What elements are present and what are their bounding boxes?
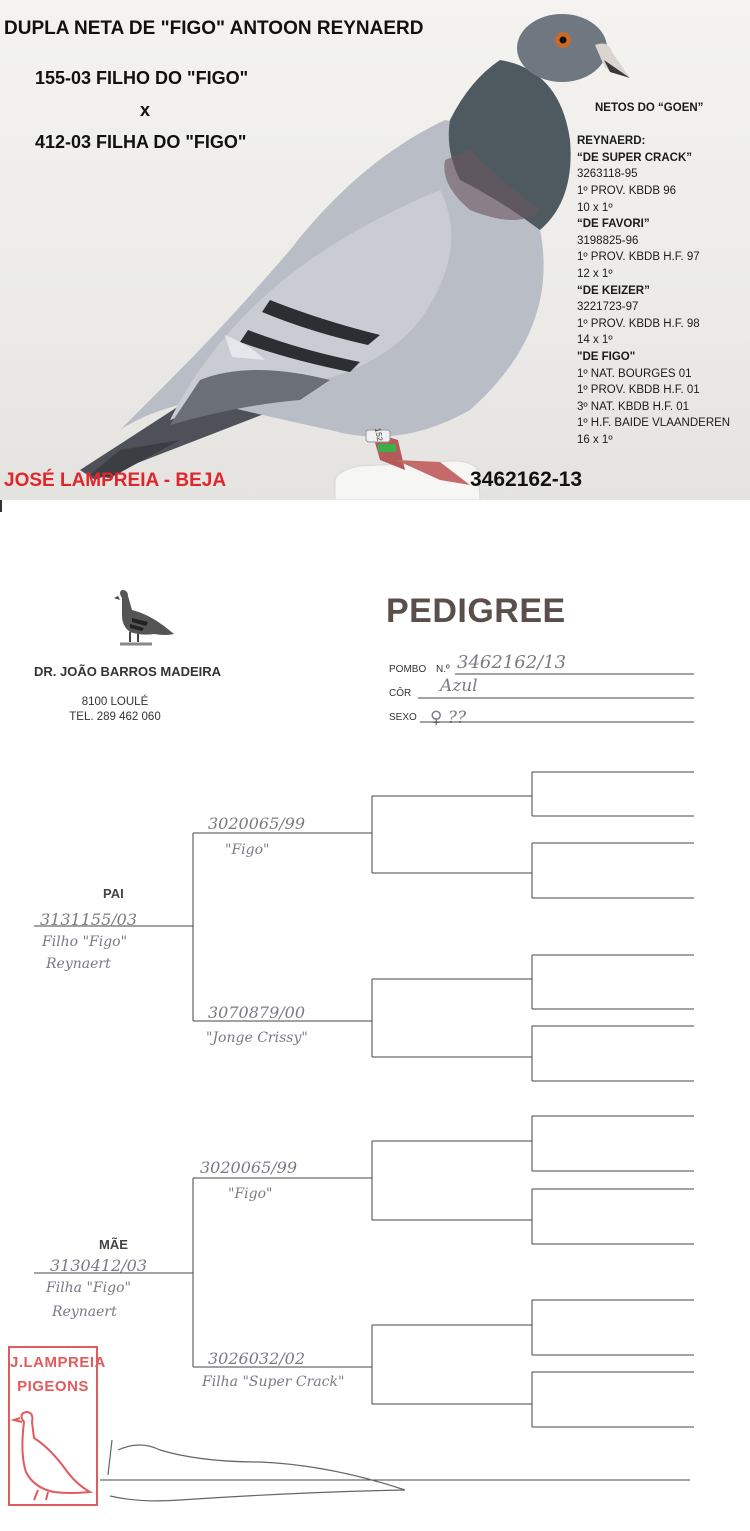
pombo-value: 3462162/13 xyxy=(457,652,567,673)
sidebar-line: 3221723-97 xyxy=(577,301,639,314)
sidebar-line: 3º NAT. KBDB H.F. 01 xyxy=(577,400,689,413)
document-breeder-name: DR. JOÃO BARROS MADEIRA xyxy=(34,664,222,679)
cor-value: Azul xyxy=(440,676,478,696)
grandparent-name: "Figo" xyxy=(225,842,270,858)
grandparent-name: "Jonge Crissy" xyxy=(206,1030,308,1046)
pombo-no-label: N.º xyxy=(436,664,450,675)
pombo-label: POMBO xyxy=(389,664,427,675)
sidebar-line: 1º NAT. BOURGES 01 xyxy=(577,367,692,380)
sidebar-line: "DE FIGO" xyxy=(577,350,636,363)
sidebar-line: “DE SUPER CRACK” xyxy=(577,151,693,164)
photo-title: DUPLA NETA DE "FIGO" ANTOON REYNAERD xyxy=(4,18,424,39)
ring-number: 3462162-13 xyxy=(470,468,583,491)
cross-symbol: x xyxy=(140,100,151,120)
pai-name: Filho "Figo" xyxy=(42,934,128,950)
sidebar-line: 3263118-95 xyxy=(577,168,638,181)
grandparent-name: Filha "Super Crack" xyxy=(202,1374,345,1390)
pai-ring: 3131155/03 xyxy=(40,910,138,929)
sexo-value: ♀ ?? xyxy=(430,708,467,728)
sire-line: 155-03 FILHO DO "FIGO" xyxy=(35,68,249,88)
signature xyxy=(108,1440,405,1501)
sidebar-line: 1º PROV. KBDB H.F. 98 xyxy=(577,317,700,330)
grandparent-ring: 3026032/02 xyxy=(208,1349,306,1368)
document-phone: TEL. 289 462 060 xyxy=(69,711,161,723)
mae-label: MÃE xyxy=(99,1237,128,1252)
stamp-pigeon-icon xyxy=(10,1408,96,1504)
grandparent-ring: 3070879/00 xyxy=(208,1003,306,1022)
mae-name: Filha "Figo" xyxy=(46,1280,131,1296)
mae-name-line2: Reynaert xyxy=(52,1304,117,1320)
grandparent-name: "Figo" xyxy=(228,1186,273,1202)
dam-line: 412-03 FILHA DO "FIGO" xyxy=(35,132,247,152)
sidebar-line: “DE FAVORI” xyxy=(577,218,650,231)
sidebar-line: REYNAERD: xyxy=(577,135,646,148)
pai-name-line2: Reynaert xyxy=(46,956,111,972)
lampreia-stamp xyxy=(8,1346,106,1506)
sidebar-line: NETOS DO “GOEN” xyxy=(595,102,704,114)
sidebar-line: 3198825-96 xyxy=(577,234,639,247)
pai-label: PAI xyxy=(103,886,124,901)
document-city: 8100 LOULÉ xyxy=(81,696,149,708)
sidebar-line: 1º H.F. BAIDE VLAANDEREN xyxy=(577,417,731,430)
sidebar-line: “DE KEIZER” xyxy=(577,284,650,297)
sidebar-line: 1º PROV. KBDB 96 xyxy=(577,184,677,197)
stamp-line2: PIGEONS xyxy=(17,1378,89,1395)
cor-label: CÔR xyxy=(389,688,412,699)
sidebar-line: 1º PROV. KBDB H.F. 01 xyxy=(577,384,700,397)
sidebar-line: 10 x 1º xyxy=(577,201,613,214)
sidebar-line: 16 x 1º xyxy=(577,433,613,446)
sexo-label: SEXO xyxy=(389,712,417,723)
sidebar-line: 12 x 1º xyxy=(577,267,613,280)
stamp-line1: J.LAMPREIA xyxy=(10,1354,106,1371)
grandparent-ring: 3020065/99 xyxy=(208,814,306,833)
grandparent-ring: 3020065/99 xyxy=(200,1158,298,1177)
sidebar-line: 14 x 1º xyxy=(577,334,613,347)
breeder-label: JOSÉ LAMPREIA - BEJA xyxy=(4,470,227,491)
mae-ring: 3130412/03 xyxy=(50,1256,148,1275)
sidebar-line: 1º PROV. KBDB H.F. 97 xyxy=(577,251,700,264)
pedigree-title: PEDIGREE xyxy=(386,592,566,630)
leg-band-number: 152 xyxy=(373,427,385,442)
